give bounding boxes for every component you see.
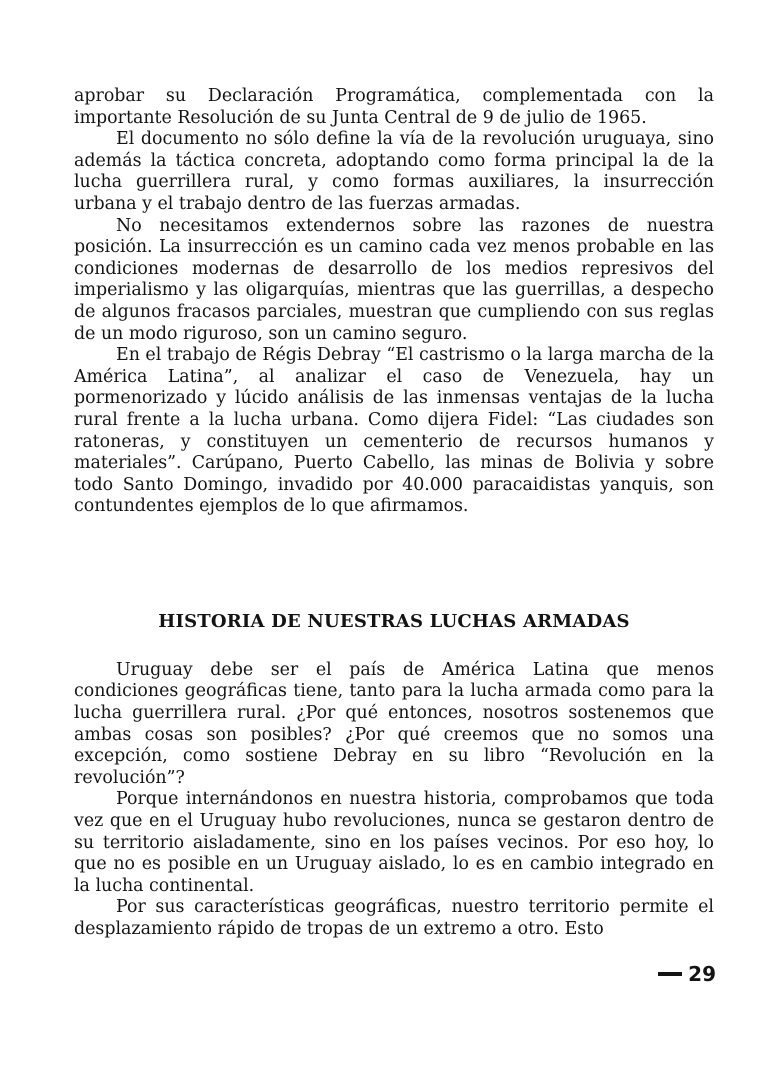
section-heading: HISTORIA DE NUESTRAS LUCHAS ARMADAS bbox=[158, 610, 630, 632]
page-number-text: 29 bbox=[688, 962, 716, 986]
section-text-block bbox=[74, 660, 714, 941]
paragraph: Por sus características geográficas, nuestro territorio permite el desplazamiento rápido de tropas de un extremo a otro. Esto bbox=[74, 897, 714, 939]
top-text-block bbox=[74, 86, 714, 518]
paragraph: aprobar su Declaración Programática, complementada con la importante Resolución de su Junta Central de 9 de julio de 1965. bbox=[74, 86, 714, 128]
paragraph: En el trabajo de Régis Debray “El castrismo o la larga marcha de la América Latina”, al analizar el caso de Venezuela, hay un pormenorizado y lúcido análisis de las inmensas ventajas de la lucha rural frente a la lucha urbana. Como dijera Fidel: “Las ciudades son ratoneras, y constituyen un cementerio de recursos humanos y materiales”. Carúpano, Puerto Cabello, las minas de Bolivia y sobre todo Santo Domingo, invadido por 40.000 paracaidistas yanquis, son contundentes ejemplos de lo que afirmamos. bbox=[74, 345, 714, 517]
paragraph: No necesitamos extendernos sobre las razones de nuestra posición. La insurrección es un camino cada vez menos probable en las condiciones modernas de desarrollo de los medios represivos del imperialismo y las oligarquías, mientras que las guerrillas, a despecho de algunos fracasos parciales, muestran que cumpliendo con sus reglas de un modo riguroso, son un camino seguro. bbox=[74, 215, 714, 344]
paragraph: El documento no sólo define la vía de la revolución uruguaya, sino además la táctica concreta, adoptando como forma principal la de la lucha guerrillera rural, y como formas auxiliares, la insurrección urbana y el trabajo dentro de las fuerzas armadas. bbox=[74, 129, 714, 214]
folio-dash bbox=[658, 972, 682, 976]
paragraph: Porque internándonos en nuestra historia, comprobamos que toda vez que en el Uruguay hubo revoluciones, nunca se gestaron dentro de su territorio aisladamente, sino en los países vecinos. Por eso hoy, lo que no es posible en un Uruguay aislado, lo es en cambio integrado en la lucha continental. bbox=[74, 789, 714, 896]
book-page bbox=[74, 86, 714, 941]
paragraph: Uruguay debe ser el país de América Latina que menos condiciones geográficas tiene, tanto para la lucha armada como para la lucha guerrillera rural. ¿Por qué entonces, nosotros sostenemos que ambas cosas son posibles? ¿Por qué creemos que no somos una excepción, como sostiene Debray en su libro “Revolución en la revolución”? bbox=[74, 659, 714, 788]
page-number bbox=[658, 962, 716, 986]
